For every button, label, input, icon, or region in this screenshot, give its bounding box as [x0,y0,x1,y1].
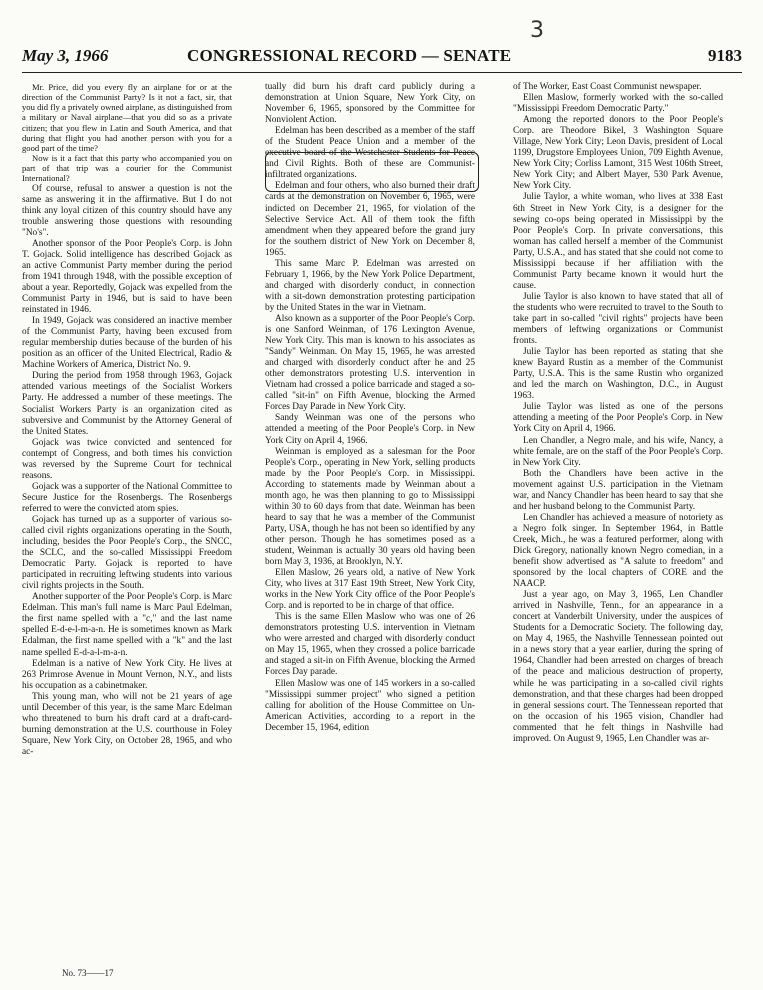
paragraph: Edelman is a native of New York City. He lives at 263 Primrose Avenue in Mount Vernon, N.Y., and lists his occupation as a cabinetmaker. [22,658,232,691]
paragraph: Gojack was twice convicted and sentenced for contempt of Congress, and both times his conviction was reversed by the Supreme Court for technical reasons. [22,437,232,481]
paragraph: Julie Taylor has been reported as stating that she knew Bayard Rustin as a member of the Communist Party, U.S.A. This is the same Rustin who organized and led the march on Washington, D.C., in August 1963. [513,347,723,402]
paragraph: Gojack was a supporter of the National Committee to Secure Justice for the Rosenbergs. The Rosenbergs referred to were the convicted atom spies. [22,481,232,514]
handwritten-page-mark: 3 [530,18,544,43]
text-column-2 [265,82,475,734]
paragraph: This young man, who will not be 21 years of age until December of this year, is the same Marc Edelman who threatened to burn his draft card at a draft-card-burning demonstration at the U.S. courthouse in Foley Square, New York City, on October 28, 1965, and who ac- [22,691,232,757]
paragraph: Of course, refusal to answer a question is not the same as answering it in the affirmative. But I do not think any loyal citizen of this country should have any trouble answering those questions with resounding "No's". [22,183,232,238]
page-header [22,42,742,73]
paragraph: Julie Taylor is also known to have stated that all of the students who were recruited to travel to the South to take part in so-called "civil rights" projects have been members of leftwing organizations or Communist fronts. [513,291,723,347]
paragraph: Len Chandler, a Negro male, and his wife, Nancy, a white female, are on the staff of the Poor People's Corp. in New York City. [513,435,723,468]
paragraph: Ellen Maslow was one of 145 workers in a so-called "Mississippi summer project" who signed a petition calling for abolition of the House Committee on Un-American Activities, according to a report in the December 15, 1964, edition [265,678,475,733]
paragraph: Now is it a fact that this party who accompanied you on part of that trip was a courier for the Communist International? [22,153,232,184]
paragraph: During the period from 1958 through 1963, Gojack attended various meetings of the Socialist Workers Party. He addressed a number of these meetings. The Socialist Workers Party is an organization cited as subversive and Communist by the Attorney General of the United States. [22,371,232,437]
paragraph: Ellen Maslow, 26 years old, a native of New York City, who lives at 317 East 19th Street, New York City, works in the New York City office of the Poor People's Corp. and is reported to be in charge of that office. [265,568,475,612]
paragraph: In 1949, Gojack was considered an inactive member of the Communist Party, having been excused from regular membership duties because of the burden of his position as an officer of the United Electrical, Radio & Machine Workers of America, District No. 9. [22,316,232,371]
paragraph: Another supporter of the Poor People's Corp. is Marc Edelman. This man's full name is Marc Paul Edelman, the first name spelled with a "c," and the last name spelled E-d-e-l-m-a-n. He is sometimes known as Mark Edalman, the first name spelled with a "k" and the last name spelled E-d-a-l-m-a-n. [22,592,232,658]
header-title: CONGRESSIONAL RECORD — SENATE [187,46,512,65]
paragraph: Len Chandler has achieved a measure of notoriety as a Negro folk singer. In September 1964, in Battle Creek, Mich., he was a featured performer, along with Dick Gregory, nationally known Negro comedian, in a benefit show advertised as "A salute to freedom" and sponsored by the local chapters of CORE and the NAACP. [513,512,723,590]
paragraph: Just a year ago, on May 3, 1965, Len Chandler arrived in Nashville, Tenn., for an appearance in a concert at Vanderbilt University, under the auspices of Students for a Democratic Society. The following day, on May 4, 1965, the Nashville Tennessean pointed out in a news story that a year earlier, during the spring of 1964, Chandler had been arrested on charges of breach of the peace and malicious destruction of property, while he was participating in a so-called civil rights demonstration, and that these charges had been dropped in general sessions court. The Tennessean reported that on the occasion of his 1965 vision, Chandler had commented that he felt things in Nashville had improved. On August 9, 1965, Len Chandler was ar- [513,590,723,744]
paragraph: Julie Taylor, a white woman, who lives at 338 East 6th Street in New York City, is a designer for the sewing co-ops being operated in Mississippi by the Poor People's Corp. In private conversations, this woman has called herself a member of the Communist Party, U.S.A., and has stated that she could not come to Mississippi because if her affiliation with the Communist Party became known it would hurt the cause. [513,192,723,291]
paragraph: tually did burn his draft card publicly during a demonstration at Union Square, New York City, on November 6, 1965, sponsored by the Committee for Nonviolent Action. [265,82,475,126]
paragraph: This same Marc P. Edelman was arrested on February 1, 1966, by the New York Police Department, and charged with disorderly conduct, in connection with a sit-down demonstration protesting participation by the United States in the war in Vietnam. [265,258,475,313]
paragraph: Gojack has turned up as a supporter of various so-called civil rights organizations operating in the South, including, besides the Poor People's Corp., the SNCC, the SCLC, and the so-called Mississippi Freedom Democratic Party. Gojack is reported to have participated in recruiting leftwing students into various civil rights projects in the South. [22,514,232,592]
footer-code: No. 73——17 [62,968,114,978]
paragraph: Ellen Maslow, formerly worked with the so-called "Mississippi Freedom Democratic Party." [513,93,723,115]
paragraph: Another sponsor of the Poor People's Corp. is John T. Gojack. Solid intelligence has described Gojack as an active Communist Party member during the period from 1941 through 1948, with the possible exception of about a year. Reportedly, Gojack was expelled from the Communist Party in 1946, but is said to have been reinstated in 1946. [22,238,232,316]
header-page-number: 9183 [708,46,742,65]
header-date: May 3, 1966 [22,46,109,65]
paragraph: of The Worker, East Coast Communist newspaper. [513,82,702,92]
paragraph: Among the reported donors to the Poor People's Corp. are Theodore Bikel, 3 Washington Square Village, New York City; Leon Davis, president of Local 1199, Drugstore Employees Union, 709 Eighth Avenue, New York City; Corliss Lamont, 315 West 106th Street, New York City; and Albert Mayer, 530 Park Avenue, New York City. [513,115,723,192]
paragraph: Julie Taylor was listed as one of the persons attending a meeting of the Poor People's Corp. in New York City on April 4, 1966. [513,402,723,435]
paragraph: Edelman has been described as a member of the staff of the Student Peace Union and a member of the executive board of the Westchester Students for Peace and Civil Rights. Both of these are Communist-infiltrated organizations. [265,126,475,181]
text-column-1 [22,82,232,758]
paragraph: Also known as a supporter of the Poor People's Corp. is one Sanford Weinman, of 176 Lexington Avenue, New York City. This man is known to his associates as "Sandy" Weinman. On May 15, 1965, he was arrested and charged with disorderly conduct after he and 25 other demonstrators protesting U.S. intervention in Vietnam had crossed a police barricade and staged a so-called "sit-in" on Fifth Avenue, blocking the Armed Forces Day Parade in New York City. [265,313,475,413]
paragraph: Edelman and four others, who also burned their draft cards at the demonstration on November 6, 1965, were indicted on December 21, 1965, for violation of the Selective Service Act. All of them took the fifth amendment when they appeared before the grand jury for the southern district of New York on December 8, 1965. [265,181,475,258]
paragraph: This is the same Ellen Maslow who was one of 26 demonstrators protesting U.S. intervention in Vietnam who were arrested and charged with disorderly conduct on May 15, 1965, when they crossed a police barricade and staged a sit-in on Fifth Avenue, blocking the Armed Forces Day parade. [265,612,475,678]
paragraph: Mr. Price, did you every fly an airplane for or at the direction of the Communist Party? Is it not a fact, sir, that you did fly a privately owned airplane, as distinguished from a military or Naval airplane—that you did so as a private citizen; that you flew in Latin and South America, and that during that flight you had another person with you for a good part of the time? [22,82,232,153]
text-column-3 [513,82,723,745]
paragraph: Weinman is employed as a salesman for the Poor People's Corp., operating in New York, selling products made by the Poor People's Corp. in Mississippi. According to statements made by Weinman about a month ago, he was then planning to go to Mississippi within 30 to 60 days from that date. Weinman has been heard to say that he was a member of the Communist Party, USA, though he has not been so identified by any other person. Though he has sometimes posed as a student, Weinman is actually 30 years old having been born May 3, 1936, at Brooklyn, N.Y. [265,446,475,568]
paragraph: Both the Chandlers have been active in the movement against U.S. participation in the Vietnam war, and Nancy Chandler has been heard to say that she and her husband belong to the Communist Party. [513,468,723,512]
paragraph: Sandy Weinman was one of the persons who attended a meeting of the Poor People's Corp. in New York City on April 4, 1966. [265,413,475,446]
